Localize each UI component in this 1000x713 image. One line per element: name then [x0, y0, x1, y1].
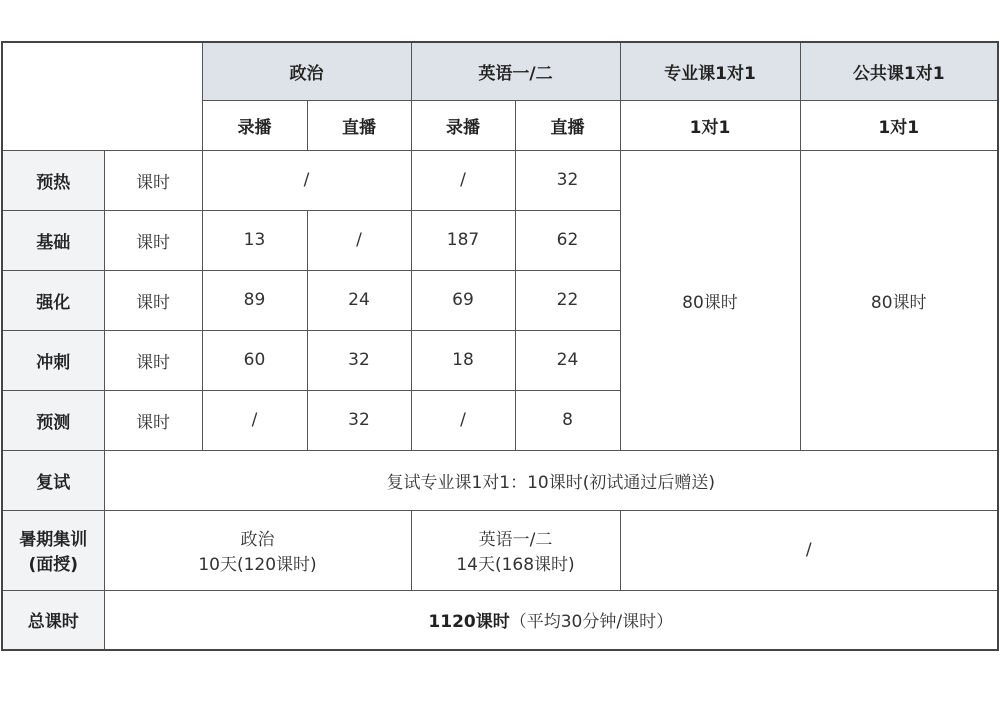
subheader-major-mode: 1对1: [620, 100, 800, 150]
english-live-cell: 8: [515, 390, 620, 450]
summer-politics-cell: [104, 510, 411, 590]
politics-merged-cell: /: [202, 150, 411, 210]
header-public-1on1: 公共课1对1: [800, 42, 998, 100]
table-row: [2, 150, 998, 210]
english-recorded-cell: /: [411, 150, 515, 210]
summer-politics-line2: 10天(120课时): [198, 555, 317, 575]
unit-label: 课时: [104, 270, 202, 330]
retest-label: 复试: [2, 450, 104, 510]
stage-label: 冲刺: [2, 330, 104, 390]
stage-label: 预热: [2, 150, 104, 210]
total-cell: [104, 590, 998, 650]
subheader-english-recorded: 录播: [411, 100, 515, 150]
course-hours-table: [1, 41, 999, 651]
english-recorded-cell: 18: [411, 330, 515, 390]
politics-live-cell: 32: [307, 390, 411, 450]
english-live-cell: 32: [515, 150, 620, 210]
header-major-1on1: 专业课1对1: [620, 42, 800, 100]
stage-label: 强化: [2, 270, 104, 330]
summer-politics-line1: 政治: [240, 530, 275, 550]
summer-other-cell: /: [620, 510, 998, 590]
politics-live-cell: /: [307, 210, 411, 270]
unit-label: 课时: [104, 210, 202, 270]
major-total-cell: 80课时: [620, 150, 800, 450]
summer-label-line1: 暑期集训: [19, 530, 88, 550]
subheader-public-mode: 1对1: [800, 100, 998, 150]
total-label: 总课时: [2, 590, 104, 650]
public-total-cell: 80课时: [800, 150, 998, 450]
header-english: 英语一/二: [411, 42, 620, 100]
politics-recorded-cell: 89: [202, 270, 307, 330]
subheader-english-live: 直播: [515, 100, 620, 150]
retest-row: [2, 450, 998, 510]
summer-english-line1: 英语一/二: [478, 530, 553, 550]
summer-english-line2: 14天(168课时): [456, 555, 575, 575]
stage-label: 基础: [2, 210, 104, 270]
english-recorded-cell: 187: [411, 210, 515, 270]
stage-label: 预测: [2, 390, 104, 450]
unit-label: 课时: [104, 150, 202, 210]
summer-row: [2, 510, 998, 590]
header-row: [2, 42, 998, 100]
total-row: [2, 590, 998, 650]
summer-english-cell: [411, 510, 620, 590]
politics-live-cell: 24: [307, 270, 411, 330]
politics-recorded-cell: 13: [202, 210, 307, 270]
politics-recorded-cell: /: [202, 390, 307, 450]
total-hours: 1120课时: [428, 612, 510, 633]
english-live-cell: 62: [515, 210, 620, 270]
english-live-cell: 24: [515, 330, 620, 390]
english-recorded-cell: /: [411, 390, 515, 450]
politics-recorded-cell: 60: [202, 330, 307, 390]
header-politics: 政治: [202, 42, 411, 100]
english-live-cell: 22: [515, 270, 620, 330]
corner-cell: [2, 42, 202, 150]
summer-label-line2: (面授): [28, 555, 79, 575]
subheader-politics-live: 直播: [307, 100, 411, 150]
unit-label: 课时: [104, 330, 202, 390]
unit-label: 课时: [104, 390, 202, 450]
summer-label: [2, 510, 104, 590]
subheader-politics-recorded: 录播: [202, 100, 307, 150]
total-note: （平均30分钟/课时）: [509, 612, 674, 633]
english-recorded-cell: 69: [411, 270, 515, 330]
retest-text: 复试专业课1对1：10课时(初试通过后赠送): [104, 450, 998, 510]
politics-live-cell: 32: [307, 330, 411, 390]
